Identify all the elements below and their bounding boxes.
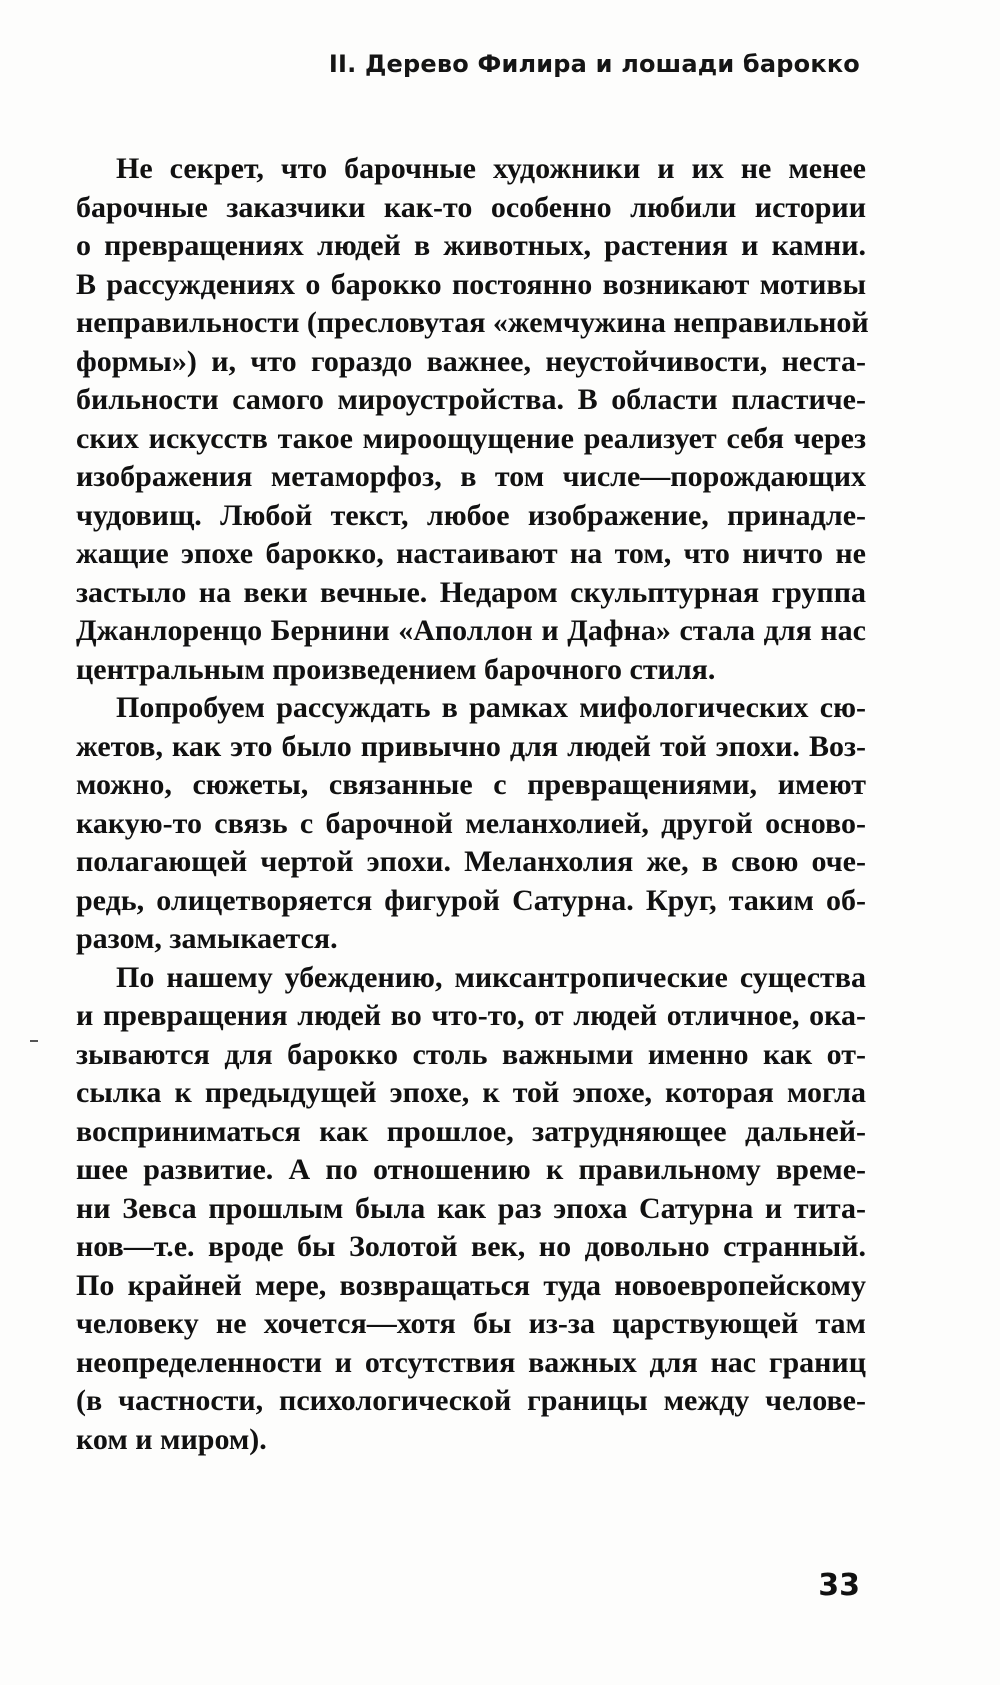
- text-line: застыло на веки вечные. Недаром скульптурная группа: [76, 575, 866, 609]
- page-number: 33: [818, 1568, 860, 1603]
- text-line: изображения метаморфоз, в том числе—порождающих: [76, 460, 866, 493]
- paragraph-2: [76, 689, 866, 959]
- text-line: формы») и, что гораздо важнее, неустойчивости, неста-: [76, 344, 866, 378]
- text-line: можно, сюжеты, связанные с превращениями, имеют: [76, 768, 866, 801]
- text-line: (в частности, психологической границы между челове-: [76, 1384, 866, 1417]
- text-line: полагающей чертой эпохи. Меланхолия же, в свою оче-: [76, 845, 866, 878]
- text-line: сылка к предыдущей эпохе, к той эпохе, которая могла: [76, 1076, 866, 1109]
- text-line: неправильности (пресловутая «жемчужина неправильной: [76, 306, 869, 339]
- paragraph-3: [76, 959, 866, 1460]
- text-line: о превращениях людей в животных, растения и камни.: [76, 229, 866, 262]
- text-line: какую-то связь с барочной меланхолией, другой осново-: [76, 806, 866, 840]
- text-line: В рассуждениях о барокко постоянно возникают мотивы: [76, 267, 866, 301]
- text-line: барочные заказчики как-то особенно любили истории: [76, 190, 866, 224]
- text-line: редь, олицетворяется фигурой Сатурна. Круг, таким об-: [76, 883, 866, 917]
- text-line: ни Зевса прошлым была как раз эпоха Сатурна и тита-: [76, 1191, 866, 1225]
- text-line: зываются для барокко столь важными именно как от-: [76, 1037, 866, 1071]
- text-line: ских искусств такое мироощущение реализует себя через: [76, 421, 866, 455]
- text-line: жетов, как это было привычно для людей той эпохи. Воз-: [76, 729, 866, 763]
- text-line: центральным произведением барочного стиля.: [76, 652, 716, 686]
- text-line: нов—т.е. вроде бы Золотой век, но довольно странный.: [76, 1230, 866, 1263]
- text-line: чудовищ. Любой текст, любое изображение, принадле-: [76, 498, 866, 532]
- text-line: восприниматься как прошлое, затрудняющее дальней-: [76, 1114, 866, 1148]
- text-line: По нашему убеждению, миксантропические существа: [116, 960, 866, 994]
- text-line: бильности самого мироустройства. В области пластиче-: [76, 383, 866, 416]
- text-line: человеку не хочется—хотя бы из-за царствующей там: [76, 1307, 866, 1340]
- text-line: шее развитие. А по отношению к правильному време-: [76, 1153, 866, 1186]
- text-line: По крайней мере, возвращаться туда новоевропейскому: [76, 1268, 866, 1302]
- margin-mark: [30, 1040, 38, 1042]
- text-line: неопределенности и отсутствия важных для нас границ: [76, 1345, 866, 1379]
- text-line: жащие эпохе барокко, настаивают на том, что ничто не: [76, 537, 866, 570]
- paragraph-1: [76, 150, 869, 689]
- text-line: и превращения людей во что-то, от людей отличное, ока-: [76, 999, 866, 1032]
- running-head: II. Дерево Филира и лошади барокко: [328, 50, 860, 78]
- text-line: разом, замыкается.: [76, 922, 338, 955]
- text-line: Не секрет, что барочные художники и их не менее: [116, 152, 866, 185]
- body-text: [76, 150, 869, 1459]
- text-line: Джанлоренцо Бернини «Аполлон и Дафна» стала для нас: [76, 614, 866, 647]
- text-line: Попробуем рассуждать в рамках мифологических сю-: [116, 691, 866, 724]
- text-line: ком и миром).: [76, 1422, 267, 1456]
